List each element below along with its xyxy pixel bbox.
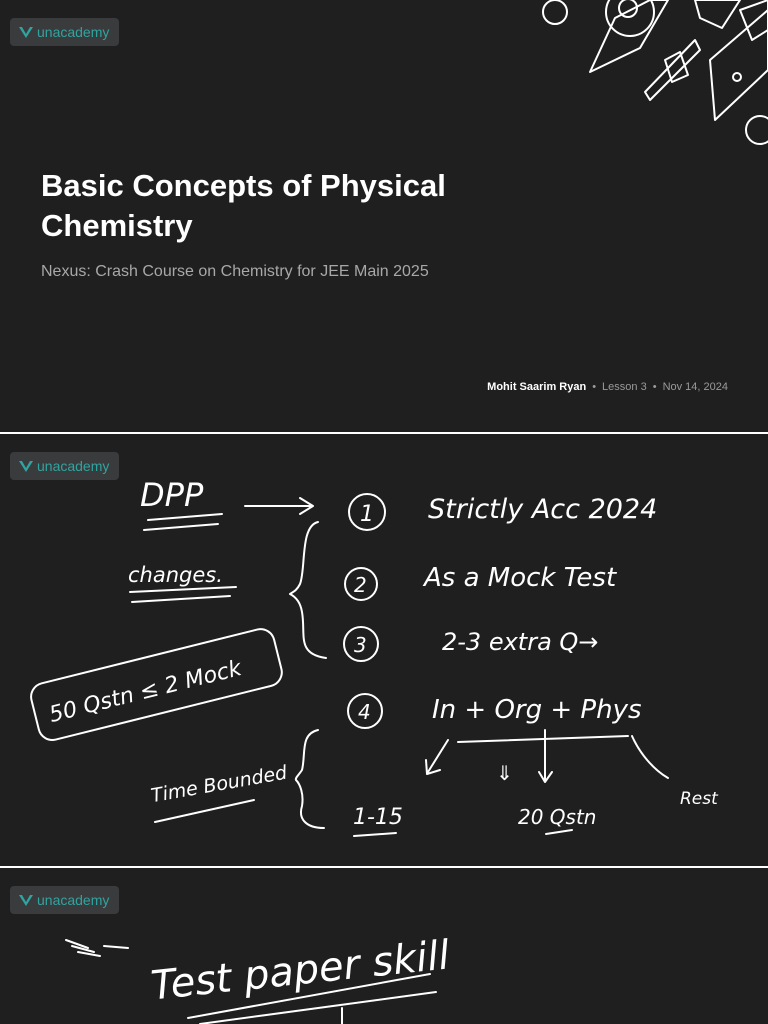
- dpp-label: DPP: [140, 476, 204, 514]
- lesson-date: Nov 14, 2024: [662, 381, 728, 393]
- time-bounded-label: Time Bounded: [149, 761, 289, 808]
- brace-icon: [290, 522, 326, 658]
- arrow-icon: [245, 498, 313, 514]
- tick-marks: [66, 940, 128, 956]
- mock-note-box: [28, 626, 285, 743]
- notes-slide-dpp: [0, 434, 768, 866]
- meta-separator: •: [592, 381, 597, 393]
- author-name: Mohit Saarim Ryan: [487, 381, 587, 393]
- dpp-underline: [148, 514, 222, 520]
- logo-text: unacademy: [37, 24, 110, 40]
- inorganic-mark: ⇓: [496, 761, 513, 785]
- title-slide: [0, 0, 768, 432]
- time-bounded-group: [149, 761, 289, 807]
- logo-text: unacademy: [37, 892, 110, 908]
- handwriting-canvas: [0, 434, 768, 866]
- meta-separator: •: [652, 381, 657, 393]
- logo-text: unacademy: [37, 458, 110, 474]
- item-number: 4: [358, 700, 371, 724]
- item-number: 3: [354, 633, 367, 657]
- dpp-underline: [144, 524, 218, 530]
- item-text: In + Org + Phys: [432, 695, 642, 725]
- item-number: 2: [354, 573, 367, 597]
- rest-label: Rest: [680, 789, 718, 809]
- changes-underline: [130, 587, 236, 592]
- item-number: 1: [360, 502, 374, 527]
- question-range: 1-15: [353, 805, 403, 830]
- course-subtitle: Nexus: Crash Course on Chemistry for JEE Main 2025: [41, 263, 429, 280]
- brace-icon: [296, 730, 324, 828]
- range-underline: [354, 833, 396, 836]
- count-underline: [546, 830, 572, 834]
- arrow-icon: [426, 740, 448, 774]
- lesson-meta: [487, 381, 728, 393]
- item-text: Strictly Acc 2024: [428, 494, 658, 525]
- page-title: Basic Concepts of Physical Chemistry: [41, 168, 446, 243]
- arrow-icon: [632, 736, 668, 778]
- test-paper-heading: Test paper skill: [148, 932, 452, 1010]
- notes-slide-test-paper: [0, 868, 768, 1024]
- question-count: 20 Qstn: [518, 805, 597, 829]
- changes-underline: [132, 596, 230, 602]
- item-text: 2-3 extra Q→: [442, 628, 599, 656]
- handwriting-canvas: [0, 868, 768, 1024]
- branch-line: [458, 736, 628, 742]
- changes-label: changes.: [128, 563, 223, 587]
- mock-note: 50 Qstn ≤ 2 Mock: [46, 656, 245, 728]
- lesson-number: Lesson 3: [602, 381, 647, 393]
- item-text: As a Mock Test: [424, 563, 617, 593]
